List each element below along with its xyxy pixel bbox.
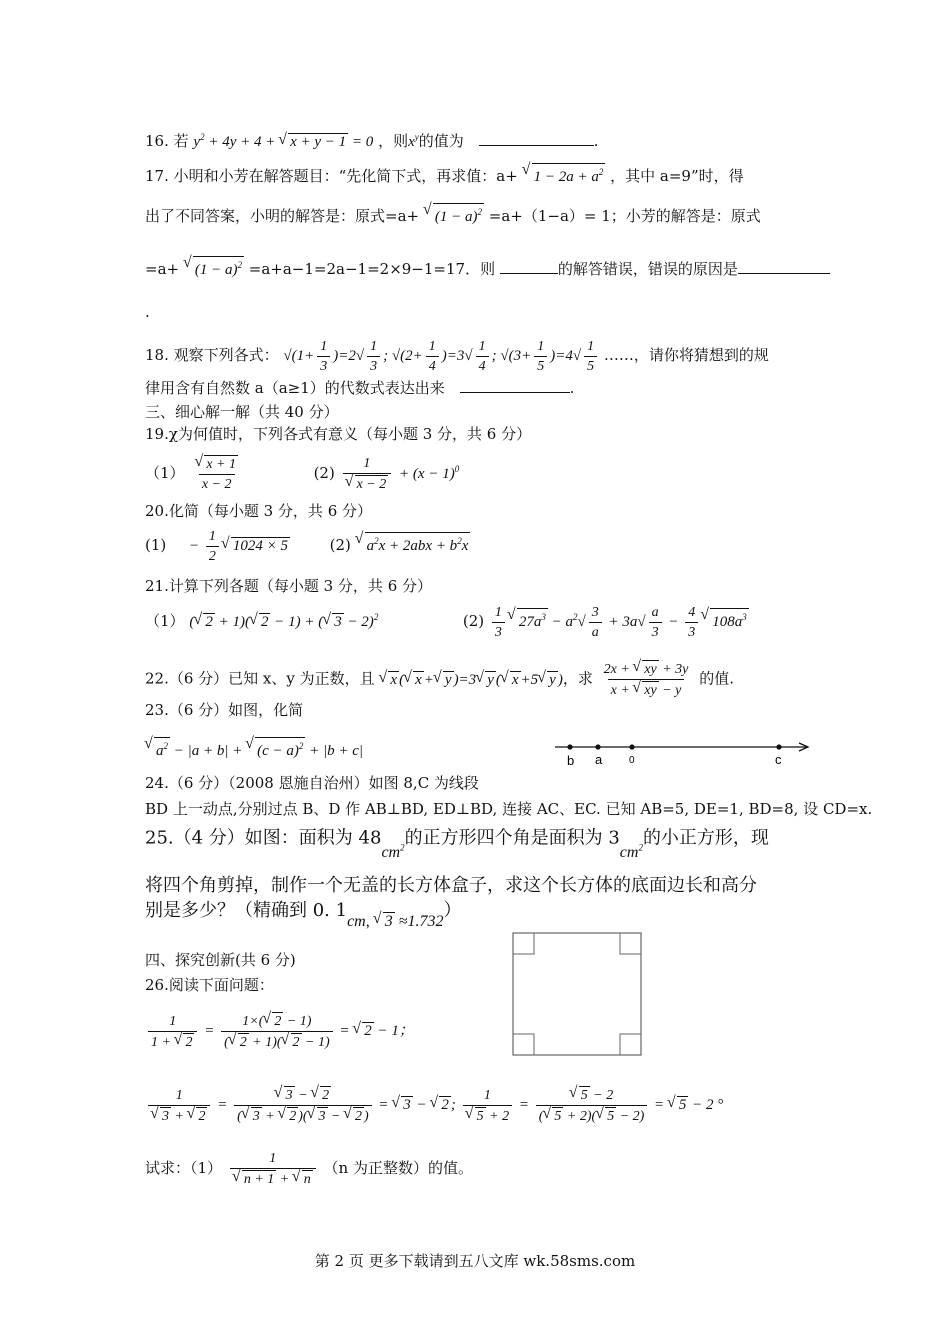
q25-line2: 将四个角剪掉，制作一个无盖的长方体盒子，求这个长方体的底面边长和高分 <box>145 875 757 896</box>
q18-line1: 18. 观察下列各式： √(1+ $\frac{1}{3}$ )=2√ $\frac{1}{3}$ ; √(2+ $\frac{1}{4}$ )=3√ $\frac{1}{4}$ ; √(3+ $\frac{1}{5}$ )=4√ $\frac{1}{5}$ ……，请你将猜想到的规 <box>145 339 769 374</box>
q26-question: 试求：（1） 1 √ n + 1 + √ n （n 为正整数）的值。 <box>145 1150 473 1188</box>
point-a <box>595 744 600 749</box>
q26-example2: 1 √ 3 + √ 2 = √ $\frac{3 - √ 2}{(√ 3 + √ 2 )(√ 3 - √ 2 )}$ = √ 3 − √ 2 ; 1 √ 5 + 2 = √ $\frac{5 - 2}{(√ 5 + 2)(√ 5 - 2)}$ = √ 5 − 2 ° <box>145 1086 723 1125</box>
section-3-heading: 三、细心解一解（共 40 分） <box>145 403 339 421</box>
answer-blank[interactable] <box>479 131 594 146</box>
q25-line1: 25.（4 分）如图：面积为 $48cm^2$的正方形四个角是面积为 $3cm^2$的小正方形，现 <box>145 827 769 862</box>
q24-line2: BD 上一动点,分别过点 B、D 作 AB⊥BD, ED⊥BD, 连接 AC、EC. 已知 AB=5, DE=1, BD=8, 设 CD=x. <box>145 800 873 818</box>
square-figure <box>512 932 644 1058</box>
corner-square <box>513 1034 534 1055</box>
q26-example1: $\frac{1}{1 + √ 2}$ = $\frac{1\times(√ 2 - 1)}{(√ 2 + 1)(√ 2 - 1)}$ = √ 2 − 1； <box>145 1012 414 1051</box>
answer-blank[interactable] <box>738 259 830 274</box>
q21-parts: （1） (√ 2 + 1)(√ 2 − 1) + (√ 3 − 2)$^2$ (2) $\frac{1}{3}$ √ $27a^3 - a^2√$ $\frac{3}{a}$ + 3a√ $\frac{a}{3}$ − $\frac{4}{3}$ √ $108a^3$ <box>145 604 749 641</box>
q17-line3: =a+ √ $(1 - a)^2 =a+a-1=2a-1=2\times 9-1=17$．则 的解答错误，错误的原因是 <box>145 256 830 279</box>
q16-line: 16. 若 $y^2 + 4y + 4$ + √ x + y − 1 = 0 ，则$x^y$的值为 . <box>145 127 598 152</box>
corner-square <box>620 933 641 954</box>
number-line <box>555 735 815 769</box>
q22-line: 22.（6 分）已知 x、y 为正数，且 √ x (√ x +√ y )=3√ y (√ x +5√ y )，求 $\frac{2x + √ xy + 3y}{x + √ xy - y}$ 的值. <box>145 660 734 699</box>
q17-line1: 17. 小明和小芳在解答题目：“先化简下式，再求值：a+ √ $1 - 2a + a^2$ ，其中 a=9”时，得 <box>145 153 744 186</box>
corner-square <box>620 1034 641 1055</box>
corner-square <box>513 933 534 954</box>
q18-line2: 律用含有自然数 a（a≥1）的代数式表达出来 . <box>145 379 575 397</box>
label-a: a <box>595 752 603 767</box>
point-0 <box>629 744 634 749</box>
section-4-heading: 四、探究创新(共 6 分) <box>145 951 296 969</box>
q23-title: 23.（6 分）如图，化简 <box>145 701 304 719</box>
q19-parts: （1） √ $\frac{x + 1}{x - 2}$ (2) 1 √ x − 2 + $(x - 1)^0$ <box>145 455 459 493</box>
answer-blank[interactable] <box>500 259 558 274</box>
q25-line3: 别是多少？（精确到 0. 1cm, √ 3 ≈1.732） <box>145 901 462 922</box>
q20-parts: (1) − $\frac{1}{2}$ √ 1024 × 5 (2) √ $a^2x + 2abx + b^2x$ <box>145 528 470 565</box>
label-0: 0 <box>629 755 635 766</box>
point-c <box>776 744 781 749</box>
q16-expr: $y^2 + 4y + 4$ + √ x + y − 1 = 0 <box>193 134 373 150</box>
label-c: c <box>775 752 782 767</box>
q23-expr: √ $a^2 - |a + b|$ + √ $(c - a)^2 + |b + c|$ <box>145 737 363 761</box>
q17-radical: √ $1 - 2a + a^2$ <box>532 163 606 186</box>
q21-title: 21.计算下列各题（每小题 3 分，共 6 分） <box>145 577 433 595</box>
q24-line1: 24.（6 分）（2008 恩施自治州）如图 8,C 为线段 <box>145 774 479 792</box>
outer-square <box>513 933 641 1055</box>
q17-line2: 出了不同答案，小明的解答是：原式=a+ √ $(1 - a)^2 =a+(1-a)= 1$；小芳的解答是：原式 <box>145 203 761 226</box>
point-b <box>567 744 572 749</box>
q20-title: 20.化简（每小题 3 分，共 6 分） <box>145 502 373 520</box>
answer-blank[interactable] <box>460 378 570 393</box>
q26-title: 26.阅读下面问题： <box>145 976 274 994</box>
q17-line4: . <box>145 303 150 321</box>
label-b: b <box>567 753 575 768</box>
q18-pattern: √(1+ $\frac{1}{3}$ )=2√ $\frac{1}{3}$ ; √(2+ $\frac{1}{4}$ )=3√ $\frac{1}{4}$ ; √(3+ $\frac{1}{5}$ )=4√ $\frac{1}{5}$ <box>283 348 603 364</box>
q19-title: 19.χ为何值时，下列各式有意义（每小题 3 分，共 6 分） <box>145 425 532 443</box>
page-footer: 第 2 页 更多下载请到五八文库 wk.58sms.com <box>314 1252 636 1270</box>
